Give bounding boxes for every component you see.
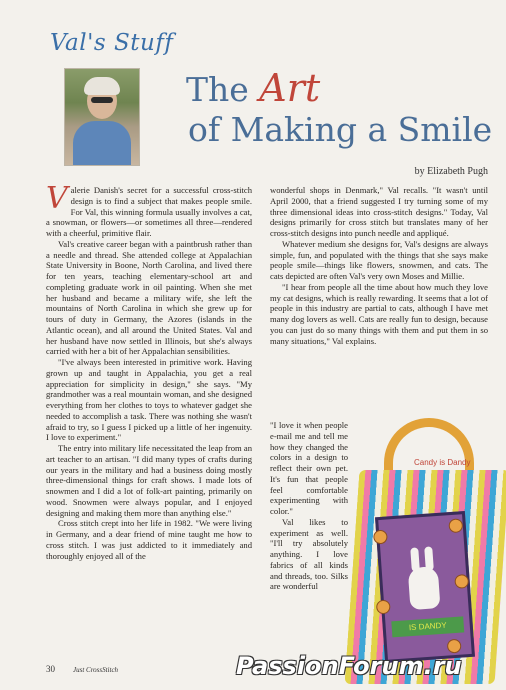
watermark: PassionForum.ru — [236, 652, 462, 680]
headline-line2: of Making a Smile — [188, 109, 493, 149]
image-caption: Candy is Dandy — [414, 458, 471, 467]
page-footer — [46, 664, 118, 674]
paragraph: The entry into military life necessitated the leap from an art teacher to an artisan. "I did many types of crafts during our years in the military and had a business doing mostly three-dimensional things for craft shows. I made lots of snowmen and I did a lot of folk-art painting, primarily on wood. Snowmen were always popular, and I enjoyed designing and making them more than anything else." — [46, 443, 252, 518]
paragraph: Val likes to experiment as well. "I'll try absolutely anything. I love fabrics of all kinds and threads, too. Silks are wonderful — [270, 516, 348, 592]
paragraph: Whatever medium she designs for, Val's designs are always simple, fun, and populated with the things that she says make people smile—things like flowers, snowmen, and cats. The cats depicted are often Val's very own Moses and Millie. — [270, 238, 488, 281]
paragraph: "I love it when people e-mail me and tell me how they changed the colors in a design to reflect their own pet. It's fun that people feel comfortable experimenting with color." — [270, 420, 348, 516]
article-column-2 — [270, 185, 488, 420]
headline-art: Art — [259, 66, 321, 110]
paragraph: Cross stitch crept into her life in 1982. "We were living in Germany, and a dear friend of mine taught me how to cross stitch. I was just addicted to it immediately and thoroughly enjoyed all of the — [46, 518, 252, 561]
section-title: Val's Stuff — [50, 30, 174, 56]
paragraph: alerie Danish's secret for a successful cross-stitch design is to find a subject that makes people smile. For Val, this winning formula usually involves a cat, a snowman, or flowers—or sometimes all three—rendered with a cheerful, primitive flair. — [46, 185, 252, 238]
article-column-3 — [270, 420, 348, 665]
drop-cap: V — [46, 185, 68, 216]
bag-label: IS DANDY — [391, 616, 464, 637]
headline-pre: The — [186, 70, 260, 109]
author-photo — [64, 68, 140, 166]
byline: by Elizabeth Pugh — [414, 166, 488, 177]
paragraph: wonderful shops in Denmark," Val recalls. "It wasn't until April 2000, that a friend suggested I try turning some of my three dimensional ideas into cross-stitch designs." Today, Val designs primarily for cross stitch but translates many of her cross-stitch designs into punch needle and appliqué. — [270, 185, 488, 238]
headline — [186, 66, 493, 150]
paragraph: "I hear from people all the time about how much they love my cat designs, which is really rewarding. It seems that a lot of people in this industry are partial to cats, although I have met many dog lovers as well. Cats are really fun to design, because you can just do so many things with them and put them in so many situations," Val explains. — [270, 281, 488, 346]
magazine-name: Just CrossStitch — [73, 666, 119, 674]
page-number: 30 — [46, 664, 55, 674]
article-column-1 — [46, 185, 252, 655]
paragraph: "I've always been interested in primitive work. Having grown up and taught in Appalachia, you get a real appreciation for simplicity in design," she says. "My grandmother was a real mountain woman, and she designed everything from her clothes to toys to whatever gadget she needed to accomplish a task. There was nothing she wasn't afraid to try, so I guess I picked up a little of her ingenuity. I love to experiment." — [46, 357, 252, 443]
paragraph: Val's creative career began with a paintbrush rather than a needle and thread. She attended college at Appalachian State University in Boone, North Carolina, and lived there for ten years, teaching elementary-school art and completing graduate work in oil painting. When she met her husband and became a military wife, she left the mountains of North Carolina in which she grew up for tours of duty in Germany, the Azores (islands in the Atlantic ocean), and all around the United States. Val and her husband have now settled in Illinois, but she's always carried with her a bit of her Appalachian sensibilities. — [46, 238, 252, 357]
